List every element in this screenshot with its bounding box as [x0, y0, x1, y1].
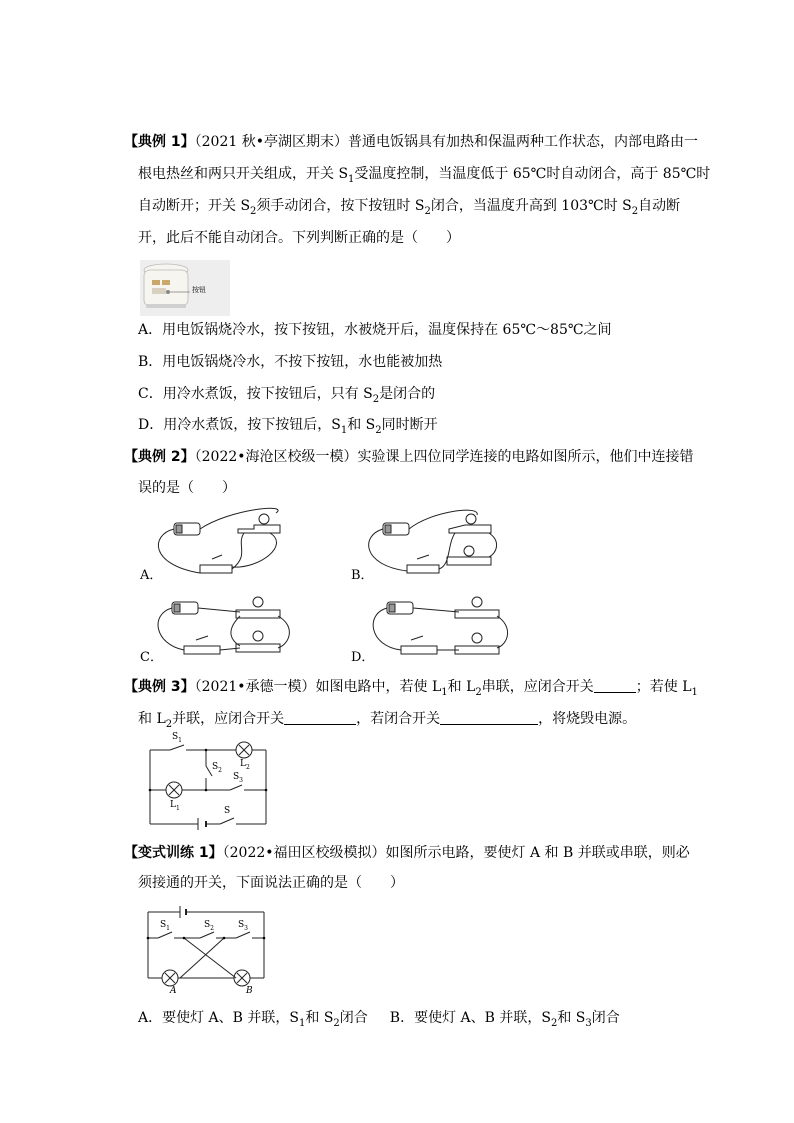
label-s: S	[224, 806, 231, 816]
ex1-line3: 自动断开；开关 $S_2$须手动闭合，按下按钮时 $S_2$闭合，当温度升高到 103℃时 $S_2$自动断	[138, 198, 681, 217]
ex1-line1: 【典例 1】（2021 秋•亭湖区期末）普通电饭锅具有加热和保温两种工作状态，内部电路由一	[124, 134, 698, 150]
ex1-tag: 【典例 1】	[124, 134, 195, 150]
label-var-s1: $S_1$	[160, 920, 170, 932]
circuit-c-label: C．	[140, 650, 163, 665]
ex1-line2: 根电热丝和两只开关组成，开关 $S_1$受温度控制，当温度低于 65℃时自动闭合，高于 85℃时	[138, 166, 711, 185]
answer-blank-1[interactable]	[594, 678, 636, 693]
var1-line2: 须接通的开关，下面说法正确的是（ ）	[138, 875, 404, 891]
rice-cooker-image	[140, 260, 230, 316]
label-lamp-b: B	[246, 986, 253, 996]
ex3-line2: 和 $L_2$并联，应闭合开关 ，若闭合开关 ，将烧毁电源。	[138, 711, 637, 730]
ex2-line2: 误的是（ ）	[138, 480, 236, 496]
label-var-s2: $S_2$	[204, 920, 214, 932]
ex1-line4: 开，此后不能自动闭合。下列判断正确的是（ ）	[138, 230, 460, 246]
answer-blank-2[interactable]	[284, 710, 356, 725]
label-s1: $S_1$	[172, 732, 182, 744]
label-l2: $L_2$	[240, 759, 250, 771]
circuit-diagram-ex3	[140, 732, 275, 832]
label-lamp-a: A	[170, 986, 177, 996]
var1-option-a: A．要使灯 A、B 并联，$S_1$和 $S_2$闭合	[138, 1010, 368, 1029]
circuit-diagram-var1	[140, 900, 272, 1000]
label-var-s3: $S_3$	[238, 920, 248, 932]
button-label: 按钮	[192, 286, 206, 294]
circuit-b	[351, 505, 551, 587]
ex2-line1: 【典例 2】（2022•海沧区校级一模）实验课上四位同学连接的电路如图所示，他们中连接错	[124, 449, 694, 465]
ex1-source: （2021 秋•亭湖区期末）	[194, 134, 348, 150]
var1-option-b: B．要使灯 A、B 并联，$S_2$和 $S_3$闭合	[389, 1010, 620, 1029]
var1-line1: 【变式训练 1】（2022•福田区校级模拟）如图所示电路，要使灯 A 和 B 并联或串联，则必	[124, 845, 690, 861]
ex1-option-c: C．用冷水煮饭，按下按钮后，只有 $S_2$是闭合的	[138, 386, 436, 405]
circuit-c	[140, 590, 340, 670]
label-l1: $L_1$	[170, 800, 180, 812]
ex3-line1: 【典例 3】（2021•承德一模）如图电路中，若使 $L_1$和 $L_2$串联，应闭合开关 ；若使 $L_1$	[124, 679, 698, 698]
var1-options	[138, 1008, 620, 1028]
answer-blank-3[interactable]	[440, 710, 538, 725]
circuit-a	[140, 505, 340, 587]
label-s2: $S_2$	[212, 762, 222, 774]
circuit-b-label: B．	[351, 568, 374, 583]
ex1-option-b: B．用电饭锅烧冷水，不按下按钮，水也能被加热	[138, 354, 443, 370]
circuit-d-label: D．	[351, 650, 375, 665]
label-s3: $S_3$	[233, 772, 243, 784]
ex1-option-d: D．用冷水煮饭，按下按钮后，$S_1$和 $S_2$同时断开	[138, 417, 438, 436]
ex1-option-a: A．用电饭锅烧冷水，按下按钮，水被烧开后，温度保持在 65℃～85℃之间	[138, 322, 612, 338]
circuit-a-label: A．	[140, 568, 163, 583]
circuit-d	[351, 590, 551, 670]
